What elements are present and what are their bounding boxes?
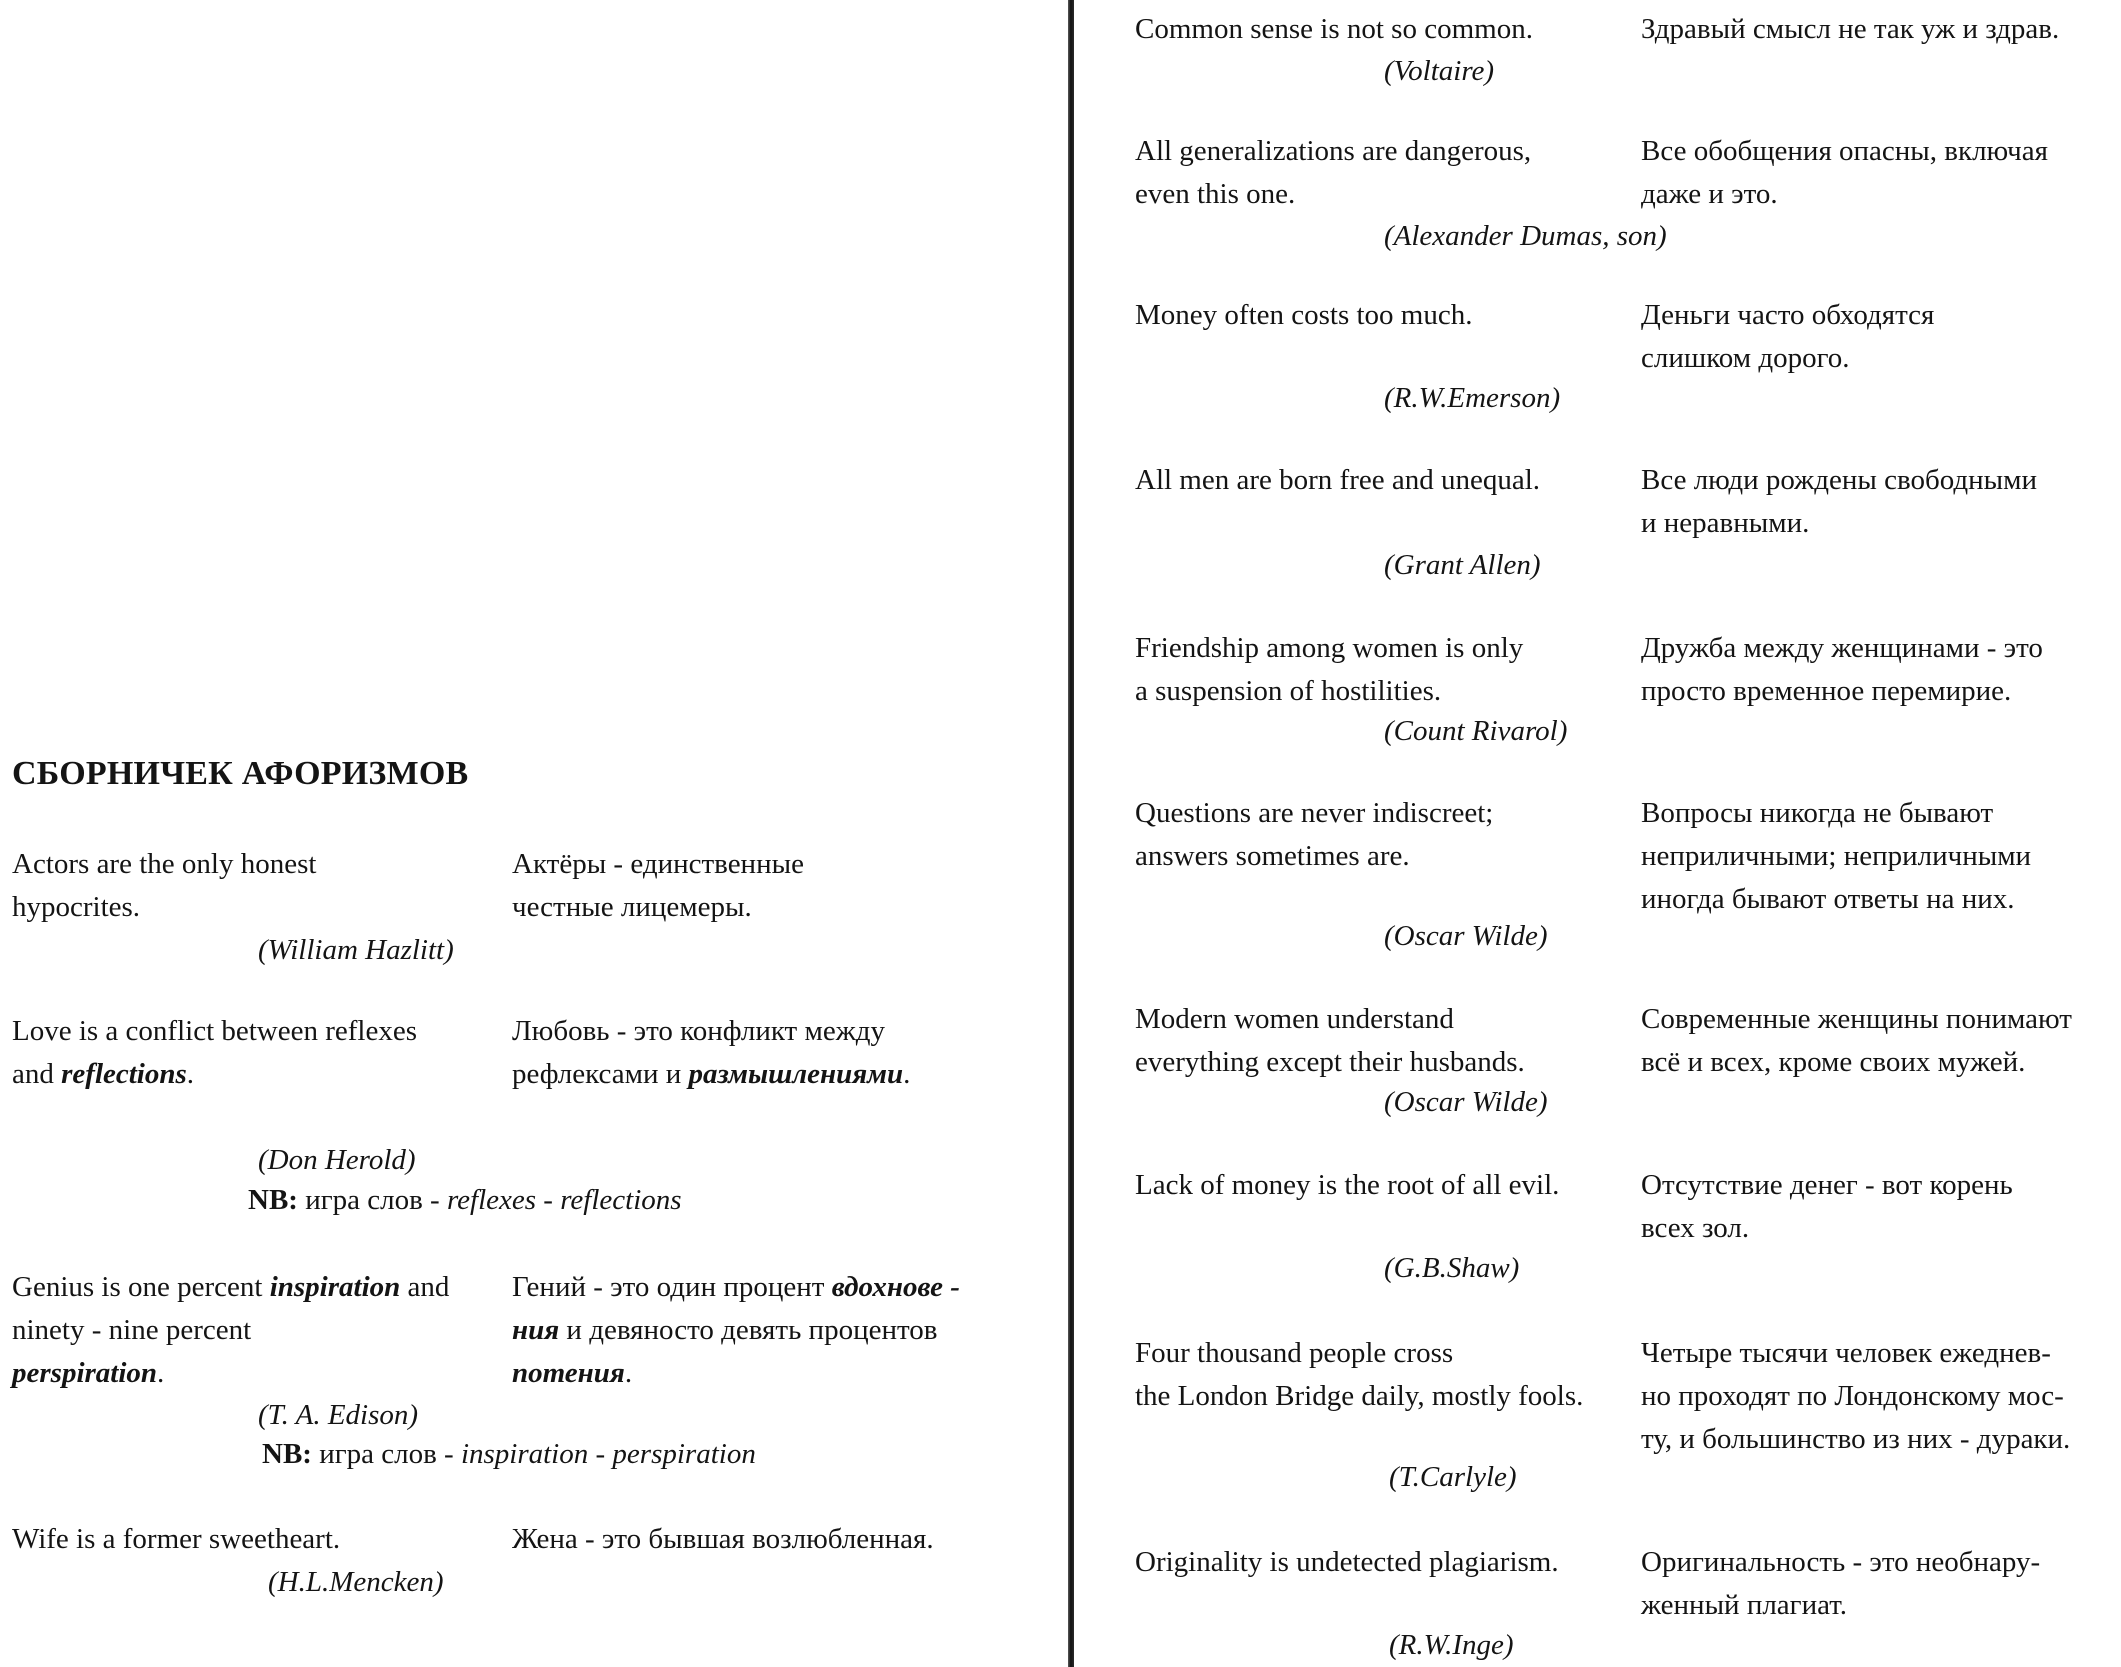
text-line: Originality is undetected plagiarism. [1135,1546,1559,1578]
aphorism-english [12,1518,492,1561]
aphorism-russian [1641,1164,2121,1250]
aphorism-english [1135,792,1635,878]
aphorism-russian [1641,294,2121,380]
text-line: честные лицемеры. [512,891,752,923]
author: (T. A. Edison) [258,1399,419,1431]
text-line: слишком дорого. [1641,342,1850,374]
text-line: Все люди рождены свободными [1641,464,2037,496]
author: (Grant Allen) [1384,549,1541,581]
aphorism-english [12,843,492,929]
nb-separator: - [536,1184,561,1216]
right-page [1085,0,2121,1667]
emphasized-word: perspiration [12,1357,158,1389]
text-line: ту, и большинство из них - дураки. [1641,1423,2071,1455]
aphorism-english [12,1010,492,1096]
text-line: Actors are the only honest [12,848,317,880]
text-line: the London Bridge daily, mostly fools. [1135,1380,1584,1412]
text-line: Деньги часто обходятся [1641,299,1935,331]
text-fragment: and [12,1058,62,1090]
emphasized-word: потения [512,1357,625,1389]
text-line: Wife is a former sweetheart. [12,1523,341,1555]
emphasized-word: ния [512,1314,560,1346]
emphasized-word: reflections [61,1058,187,1090]
text-line: Money often costs too much. [1135,299,1473,331]
aphorism-english [1135,1541,1635,1584]
text-line: Love is a conflict between reflexes [12,1015,418,1047]
nb-word: reflexes [446,1184,537,1216]
text-line: Все обобщения опасны, включая [1641,135,2048,167]
text-line: a suspension of hostilities. [1135,675,1442,707]
wordplay-note [248,1180,682,1220]
text-fragment: Genius is one percent [12,1271,270,1303]
text-line: Здравый смысл не так уж и здрав. [1641,13,2060,45]
text-line: Common sense is not so common. [1135,13,1533,45]
aphorism-russian [512,1518,1032,1561]
text-line: Любовь - это конфликт между [512,1015,885,1047]
text-fragment: . [903,1058,911,1090]
text-line: неприличными; неприличными [1641,840,2032,872]
author: (T.Carlyle) [1389,1461,1517,1493]
aphorism-russian [1641,8,2121,51]
text-line: hypocrites. [12,891,141,923]
text-line: ninety - nine percent [12,1314,252,1346]
text-fragment: and [400,1271,450,1303]
emphasized-word: inspiration [269,1271,401,1303]
text-line: answers sometimes are. [1135,840,1410,872]
nb-word: perspiration [612,1438,756,1470]
text-line: Lack of money is the root of all evil. [1135,1169,1560,1201]
aphorism-russian [512,1266,1032,1395]
author: (G.B.Shaw) [1384,1252,1520,1284]
aphorism-russian [512,843,1032,929]
text-line: All generalizations are dangerous, [1135,135,1532,167]
author: (R.W.Inge) [1389,1629,1514,1661]
aphorism-russian [1641,998,2121,1084]
text-line: Questions are never indiscreet; [1135,797,1494,829]
author: (Oscar Wilde) [1384,1086,1548,1118]
nb-text: игра слов - [297,1184,447,1216]
aphorism-russian [1641,792,2121,921]
text-fragment: . [157,1357,165,1389]
text-fragment: рефлексами и [512,1058,689,1090]
nb-word: reflections [560,1184,682,1216]
text-line: everything except their husbands. [1135,1046,1525,1078]
text-line: Четыре тысячи человек ежеднев- [1641,1337,2051,1369]
text-line: Жена - это бывшая возлюбленная. [512,1523,934,1555]
nb-label: NB: [248,1184,298,1216]
emphasized-word: вдохнове - [831,1271,960,1303]
text-line: even this one. [1135,178,1296,210]
aphorism-russian [1641,130,2121,216]
nb-separator: - [588,1438,613,1470]
nb-text: игра слов - [311,1438,461,1470]
aphorism-english [1135,1164,1635,1207]
author: (William Hazlitt) [258,934,454,966]
author: (Alexander Dumas, son) [1384,220,1667,252]
aphorism-english [1135,130,1635,216]
text-line: иногда бывают ответы на них. [1641,883,2015,915]
text-line: Актёры - единственные [512,848,804,880]
aphorism-russian [1641,459,2121,545]
author: (Don Herold) [258,1144,416,1176]
text-fragment: и девяносто девять процентов [559,1314,938,1346]
text-line: Отсутствие денег - вот корень [1641,1169,2013,1201]
aphorism-english [12,1266,492,1395]
aphorism-english [1135,1332,1635,1418]
author: (Voltaire) [1384,55,1495,87]
text-line: но проходят по Лондонскому мос- [1641,1380,2064,1412]
aphorism-russian [1641,1541,2121,1627]
nb-word: inspiration [460,1438,589,1470]
text-line: Вопросы никогда не бывают [1641,797,1994,829]
text-line: Friendship among women is only [1135,632,1524,664]
author: (Oscar Wilde) [1384,920,1548,952]
aphorism-russian [1641,1332,2121,1461]
text-line: всё и всех, кроме своих мужей. [1641,1046,2026,1078]
aphorism-english [1135,998,1635,1084]
text-line: Дружба между женщинами - это [1641,632,2043,664]
text-line: All men are born free and unequal. [1135,464,1541,496]
text-line: Four thousand people cross [1135,1337,1454,1369]
author: (Count Rivarol) [1384,715,1568,747]
text-line: и неравными. [1641,507,1810,539]
author: (H.L.Mencken) [268,1566,444,1598]
aphorism-english [1135,459,1635,502]
text-fragment: . [186,1058,195,1090]
aphorism-english [1135,8,1635,51]
emphasized-word: размышлениями [688,1058,904,1090]
aphorism-english [1135,294,1635,337]
text-line: Modern women understand [1135,1003,1454,1035]
aphorism-russian [512,1010,1032,1096]
text-fragment: Гений - это один процент [512,1271,832,1303]
author: (R.W.Emerson) [1384,382,1561,414]
text-line: всех зол. [1641,1212,1750,1244]
text-line: женный плагиат. [1641,1589,1847,1621]
aphorism-english [1135,627,1635,713]
text-line: даже и это. [1641,178,1778,210]
nb-label: NB: [262,1438,312,1470]
text-line: Оригинальность - это необнару- [1641,1546,2041,1578]
text-line: просто временное перемирие. [1641,675,2012,707]
text-line: Современные женщины понимают [1641,1003,2072,1035]
aphorism-russian [1641,627,2121,713]
page-heading: СБОРНИЧЕК АФОРИЗМОВ [12,755,469,792]
wordplay-note [262,1434,756,1474]
text-fragment: . [624,1357,633,1389]
